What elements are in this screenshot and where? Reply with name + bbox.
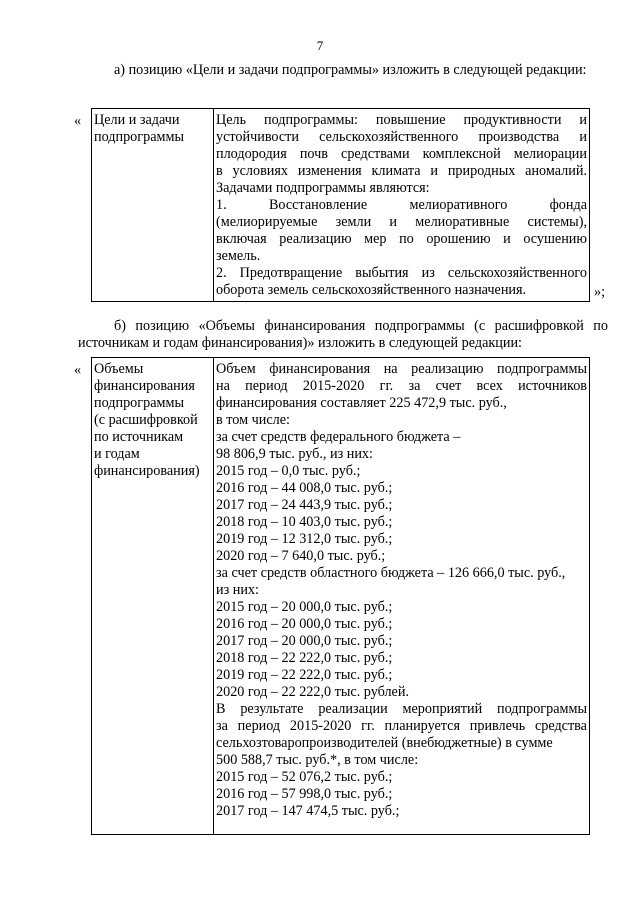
content-line: 2015 год – 0,0 тыс. руб.; [216,463,361,479]
content-line: сельхозтоваропроизводителей (внебюджетные) в сумме [216,735,553,751]
content-line: 2017 год – 20 000,0 тыс. руб.; [216,633,393,649]
row-label: Цели и задачи подпрограммы [92,109,214,302]
content-line: 2016 год – 20 000,0 тыс. руб.; [216,616,393,632]
content-line: 2017 год – 147 474,5 тыс. руб.; [216,803,400,819]
label-line: Объемы [94,361,144,377]
content-line: из них: [216,582,259,598]
content-line: 2016 год – 44 008,0 тыс. руб.; [216,480,393,496]
content-line: включая реализацию мер по орошению и осушению [216,231,587,247]
content-line: на период 2015-2020 гг. за счет всех источников [216,378,587,394]
section-a-table [91,108,590,302]
content-line: Объем финансирования на реализацию подпрограммы [216,361,587,377]
table-row [92,358,590,835]
row-label [92,358,214,835]
content-line: за период 2015-2020 гг. планируется привлечь средства [216,718,587,734]
content-line: В результате реализации мероприятий подпрограммы [216,701,587,717]
content-line: 2019 год – 22 222,0 тыс. руб.; [216,667,393,683]
label-line: подпрограммы [94,395,184,411]
content-line: 98 806,9 тыс. руб., из них: [216,446,373,462]
row-content [214,358,590,835]
content-line: земель. [216,248,261,264]
page-number: 7 [316,38,324,53]
content-line: Задачами подпрограммы являются: [216,180,430,196]
content-line: 2. Предотвращение выбытия из сельскохозяйственного [216,265,587,281]
content-line: оборота земель сельскохозяйственного назначения. [216,282,527,298]
table-row [92,109,590,302]
content-line: в условиях изменения климата и природных аномалий. [216,163,587,179]
label-line: финансирования) [94,463,200,479]
content-line: 2020 год – 7 640,0 тыс. руб.; [216,548,386,564]
label-line: финансирования [94,378,195,394]
content-line: Цель подпрограммы: повышение продуктивности и [216,112,587,128]
label-line: по источникам [94,429,184,445]
content-line: 2015 год – 52 076,2 тыс. руб.; [216,769,393,785]
content-line: 500 588,7 тыс. руб.*, в том числе: [216,752,419,768]
content-line: в том числе: [216,412,290,428]
content-line: 2020 год – 22 222,0 тыс. рублей. [216,684,409,700]
content-line: 2016 год – 57 998,0 тыс. руб.; [216,786,393,802]
content-line: (мелиорируемые земли и мелиоративные системы), [216,214,587,230]
content-line: 2018 год – 10 403,0 тыс. руб.; [216,514,393,530]
content-line: устойчивости сельскохозяйственного производства и [216,129,587,145]
row-content [214,109,590,302]
content-line: плодородия почв средствами комплексной мелиорации [216,146,587,162]
section-b-open-quote: « [74,362,82,378]
content-line: 2018 год – 22 222,0 тыс. руб.; [216,650,393,666]
content-line: 2015 год – 20 000,0 тыс. руб.; [216,599,393,615]
content-line: финансирования составляет 225 472,9 тыс. руб., [216,395,507,411]
section-b-table [91,357,590,835]
section-a-intro: а) позицию «Цели и задачи подпрограммы» изложить в следующей редакции: [114,62,587,78]
content-line: 1. Восстановление мелиоративного фонда [216,197,587,213]
section-a-close-quote: »; [594,284,606,300]
content-line: за счет средств областного бюджета – 126 666,0 тыс. руб., [216,565,566,581]
label-line: и годам [94,446,140,462]
section-b-intro: б) позицию «Объемы финансирования подпрограммы (с расшифровкой по источникам и годам финансирования)» изложить в следующей редакции: [78,318,608,351]
content-line: 2017 год – 24 443,9 тыс. руб.; [216,497,393,513]
section-a-open-quote: « [74,113,82,129]
label-line: (с расшифровкой [94,412,198,428]
content-line: 2019 год – 12 312,0 тыс. руб.; [216,531,393,547]
content-line: за счет средств федерального бюджета – [216,429,461,445]
